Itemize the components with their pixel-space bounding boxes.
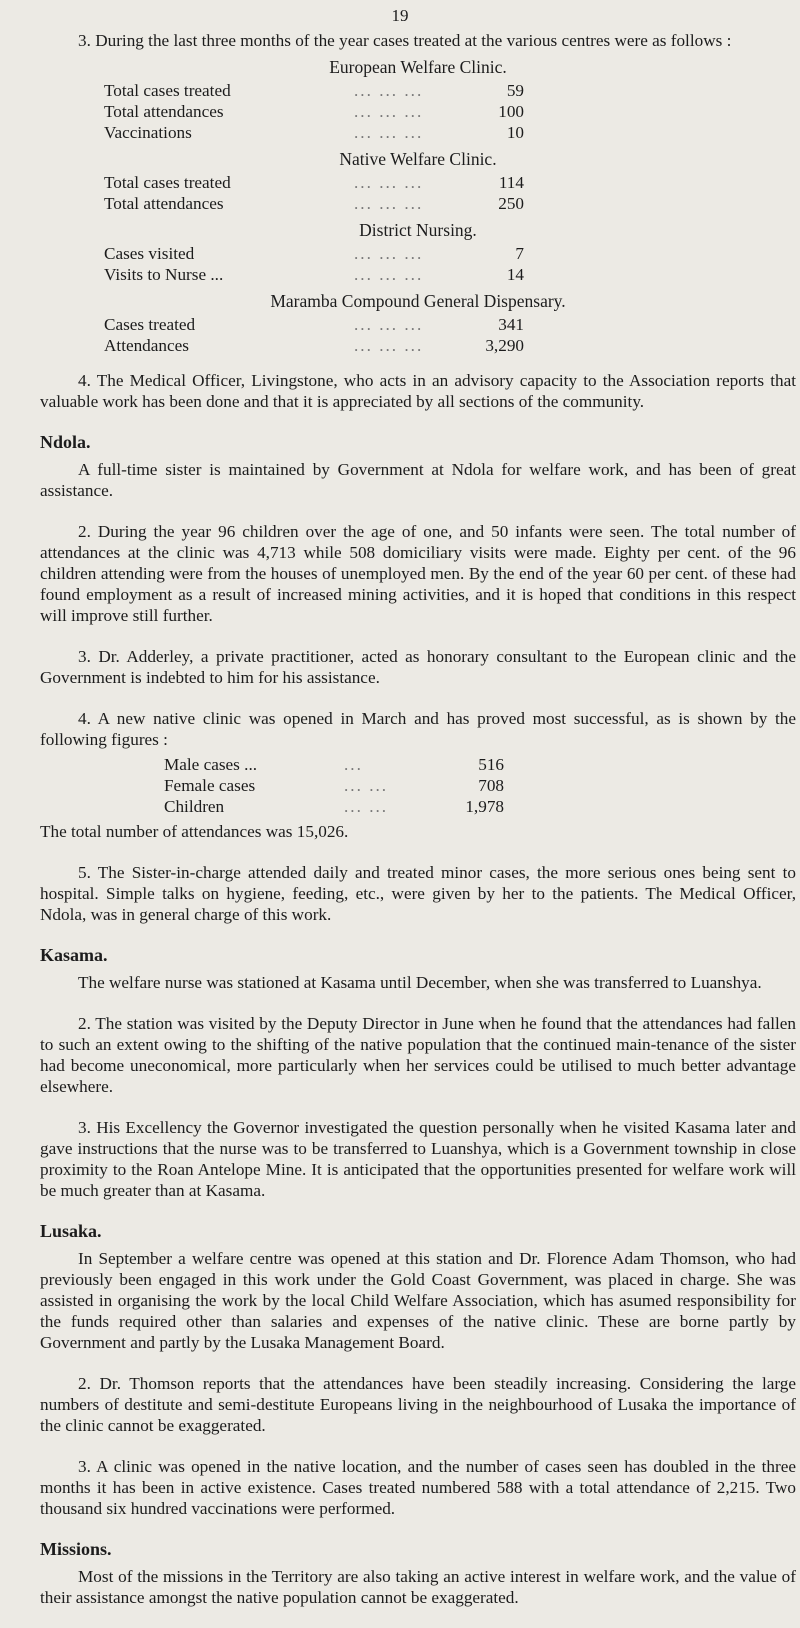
figure-value: 516: [478, 755, 504, 774]
stats-label: Attendances: [104, 336, 189, 355]
section-heading-ndola: Ndola.: [40, 432, 91, 452]
stats-value: 100: [498, 102, 524, 121]
figure-row: Male cases ... ... 516: [164, 755, 504, 774]
stats-row: Cases visited ... ... ... 7: [104, 244, 524, 263]
stats-value: 341: [498, 315, 524, 334]
stats-row: Total attendances ... ... ... 250: [104, 194, 524, 213]
section-heading-lusaka: Lusaka.: [40, 1221, 102, 1241]
stats-value: 3,290: [485, 336, 524, 355]
stats-label: Total cases treated: [104, 173, 231, 192]
stats-row: Cases treated ... ... ... 341: [104, 315, 524, 334]
figure-label: Male cases ...: [164, 755, 258, 774]
stats-row: Total attendances ... ... ... 100: [104, 102, 524, 121]
stats-value: 250: [498, 194, 524, 213]
paragraph-4: 4. The Medical Officer, Livingstone, who acts in an advisory capacity to the Association reports that valuable work has been done and that it is appreciated by all sections of the community.: [40, 371, 796, 411]
stats-value: 14: [506, 265, 524, 284]
centre-stats-table: [104, 243, 524, 285]
stats-value: 10: [506, 123, 524, 142]
centre-stats-table: [104, 314, 524, 356]
figure-value: 708: [478, 776, 504, 795]
section-heading-missions: Missions.: [40, 1539, 112, 1559]
stats-label: Cases visited: [104, 244, 195, 263]
ndola-figures-table: [164, 754, 504, 817]
kasama-paragraph-1: The welfare nurse was stationed at Kasama until December, when she was transferred to Luanshya.: [78, 973, 762, 992]
stats-row: Total cases treated ... ... ... 114: [104, 173, 524, 192]
page-number: 19: [391, 6, 409, 25]
stats-label: Cases treated: [104, 315, 196, 334]
ndola-total-line: The total number of attendances was 15,026.: [40, 822, 349, 841]
ndola-paragraph-1: A full-time sister is maintained by Government at Ndola for welfare work, and has been of great assistance.: [40, 460, 796, 500]
centre-heading: District Nursing.: [359, 220, 477, 240]
figure-value: 1,978: [465, 797, 504, 816]
centre-heading: European Welfare Clinic.: [329, 57, 507, 77]
centre-heading: Native Welfare Clinic.: [339, 149, 497, 169]
ndola-paragraph-4: 4. A new native clinic was opened in March and has proved most successful, as is shown by the following figures :: [40, 709, 796, 749]
centre-heading: Maramba Compound General Dispensary.: [270, 291, 566, 311]
ndola-paragraph-2: 2. During the year 96 children over the age of one, and 50 infants were seen. The total number of attendances at the clinic was 4,713 while 508 domiciliary visits were made. Eighty per cent. of the 96 children attending were from the houses of unemployed men. By the end of the year 60 per cent. of these had found employment as a result of increased mining activities, and it is hoped that conditions in this respect will improve still further.: [40, 522, 796, 625]
figure-label: Female cases: [164, 776, 256, 795]
section-heading-kasama: Kasama.: [40, 945, 108, 965]
stats-row: Vaccinations ... ... ... 10: [104, 123, 524, 142]
kasama-paragraph-2: 2. The station was visited by the Deputy Director in June when he found that the attendances had fallen to such an extent owing to the shifting of the native population that the continued main-tenance of the sister had become uneconomical, more particularly when her services could be utilised to much better advantage elsewhere.: [40, 1014, 796, 1096]
stats-label: Total attendances: [104, 194, 224, 213]
centre-stats-table: [104, 172, 524, 214]
centre-stats-table: [104, 80, 524, 143]
stats-value: 114: [498, 173, 524, 192]
ndola-paragraph-3: 3. Dr. Adderley, a private practitioner, acted as honorary consultant to the European clinic and the Government is indebted to him for his assistance.: [40, 647, 796, 687]
stats-label: Total cases treated: [104, 81, 231, 100]
stats-label: Vaccinations: [104, 123, 192, 142]
kasama-paragraph-3: 3. His Excellency the Governor investigated the question personally when he visited Kasama later and gave instructions that the nurse was to be transferred to Luanshya, which is a Government township in close proximity to the Roan Antelope Mine. It is anticipated that the opportunities presented for welfare work will be much greater than at Kasama.: [40, 1118, 796, 1200]
stats-row: Total cases treated ... ... ... 59: [104, 81, 524, 100]
stats-label: Visits to Nurse ...: [104, 265, 224, 284]
page-body: [40, 30, 796, 1628]
lusaka-paragraph-1: In September a welfare centre was opened at this station and Dr. Florence Adam Thomson, who had previously been engaged in this work under the Gold Coast Government, was placed in charge. She was assisted in organising the work by the local Child Welfare Association, which has asumed responsibility for the funds required other than salaries and expenses of the native clinic. These are borne partly by Government and partly by the Lusaka Management Board.: [40, 1249, 796, 1352]
missions-paragraph-1: Most of the missions in the Territory are also taking an active interest in welfare work, and the value of their assistance amongst the native population cannot be exaggerated.: [40, 1567, 796, 1607]
stats-row: Visits to Nurse ... ... ... ... 14: [104, 265, 524, 284]
figure-label: Children: [164, 797, 225, 816]
stats-value: 59: [506, 81, 524, 100]
stats-value: 7: [515, 244, 524, 263]
figure-row: Children ... ... 1,978: [164, 797, 504, 816]
figure-row: Female cases ... ... 708: [164, 776, 504, 795]
intro-paragraph: 3. During the last three months of the year cases treated at the various centres were as follows :: [78, 31, 732, 50]
ndola-paragraph-5: 5. The Sister-in-charge attended daily and treated minor cases, the more serious ones being sent to hospital. Simple talks on hygiene, feeding, etc., were given by her to the patients. The Medical Officer, Ndola, was in general charge of this work.: [40, 863, 796, 924]
lusaka-paragraph-3: 3. A clinic was opened in the native location, and the number of cases seen has doubled in the three months it has been in active existence. Cases treated numbered 588 with a total attendance of 2,215. Two thousand six hundred vaccinations were performed.: [40, 1457, 796, 1518]
stats-label: Total attendances: [104, 102, 224, 121]
centres-section: [40, 57, 796, 356]
stats-row: Attendances ... ... ... 3,290: [104, 336, 524, 355]
lusaka-paragraph-2: 2. Dr. Thomson reports that the attendances have been steadily increasing. Considering the large numbers of destitute and semi-destitute Europeans living in the neighbourhood of Lusaka the importance of the clinic cannot be exaggerated.: [40, 1374, 796, 1435]
